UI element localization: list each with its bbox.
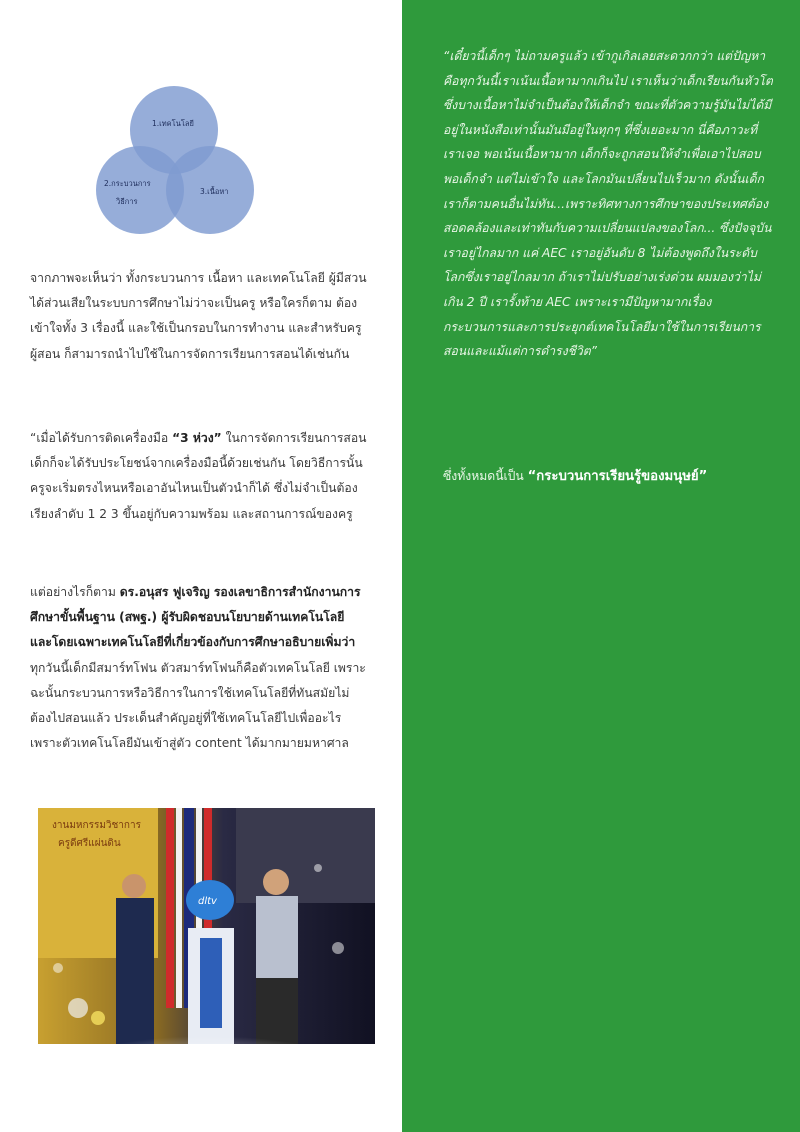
p3-text-a: แต่อย่างไรก็ตาม bbox=[30, 585, 120, 599]
event-photo bbox=[38, 808, 375, 1044]
paragraph-deputy-secretary bbox=[30, 580, 368, 756]
p3-bold: ดร.อนุสร ฟูเจริญ รองเลขาธิการสำนักงานการศึกษาขั้นพื้นฐาน (สพฐ.) ผู้รับผิดชอบนโยบายด้านเทคโนโลยี และโดยเฉพาะเทคโนโลยีที่เกี่ยวข้องกับการศึกษาอธิบายเพิ่มว่า bbox=[30, 585, 361, 650]
banner-text-2: ครูดีศรีแผ่นดิน bbox=[58, 838, 121, 849]
venn-label-technology: 1.เทคโนโลยี bbox=[152, 119, 194, 128]
event-photo-illustration bbox=[38, 808, 375, 1044]
quote-paragraph: “เดี๋ยวนี้เด็กๆ ไม่ถามครูแล้ว เข้ากูเกิลเลยสะดวกกว่า แต่ปัญหาคือทุกวันนี้เราเน้นเนื้อหามากเกินไป เราเห็นว่าเด็กเรียนกันหัวโต ซึ่งบางเนื้อหาไม่จำเป็นต้องให้เด็กจำ ขณะที่ตัวความรู้มันไม่ได้มีอยู่ในหนังสือเท่านั้นมันมีอยู่ในทุกๆ ที่ซึ่งเยอะมาก นี่คือภาวะที่เราเจอ พอเน้นเนื้อหามาก เด็กก็จะถูกสอนให้จำเพื่อเอาไปสอบ พอเด็กจำ แต่ไม่เข้าใจ และโลกมันเปลี่ยนไปเร็วมาก ดังนั้นเด็กเราก็ตามคนอื่นไม่ทัน...เพราะทิศทางการศึกษาของประเทศต้องสอดคล้องและเท่าทันกับความเปลี่ยนแปลงของโลก... ซึ่งปัจจุบันเราอยู่ไกลมาก แค่ AEC เราอยู่อันดับ 8 ไม่ต้องพูดถึงในระดับโลกซึ่งเราอยู่ไกลมาก ถ้าเราไม่ปรับอย่างเร่งด่วน ผมมองว่าไม่เกิน 2 ปี เรารั้งท้าย AEC เพราะเรามีปัญหามากเรื่องกระบวนการและการประยุกต์เทคโนโลยีมาใช้ในการเรียนการสอนและแม้แต่การดำรงชีวิต” bbox=[443, 49, 773, 359]
p2-bold: “3 ห่วง” bbox=[172, 431, 222, 445]
summary-text: ซึ่งทั้งหมดนี้เป็น bbox=[443, 469, 528, 483]
paragraph-intro: จากภาพจะเห็นว่า ทั้งกระบวนการ เนื้อหา และเทคโนโลยี ผู้มีสวนได้ส่วนเสียในระบบการศึกษาไม่ว่าจะเป็นครู หรือใครก็ตาม ต้องเข้าใจทั้ง 3 เรื่องนี้ และใช้เป็นกรอบในการทำงาน และสำหรับครูผู้สอน ก็สามารถนำไปใช้ในการจัดการเรียนการสอนได้เช่นกัน bbox=[30, 271, 367, 361]
banner-text-1: งานมหกรรมวิชาการ bbox=[52, 820, 141, 831]
p2-text-a: “เมื่อได้รับการติดเครื่องมือ bbox=[30, 431, 173, 445]
podium-logo-text: dltv bbox=[198, 896, 217, 907]
paragraph-three-rings bbox=[30, 426, 368, 527]
venn-label-process-1: 2.กระบวนการ bbox=[104, 179, 151, 188]
p2-text-b: ในการจัดการเรียนการสอนเด็กก็จะได้รับประโยชน์จากเครื่องมือนี้ด้วยเช่นกัน โดยวิธีการนั้น ครูจะเริ่มตรงไหนหรือเอาอันไหนเป็นตัวนำก็ได้ ซึ่งไม่จำเป็นต้องเรียงลำดับ 1 2 3 ขึ้นอยู่กับความพร้อม และสถานการณ์ของครู bbox=[30, 431, 367, 521]
venn-label-process-2: วิธีการ bbox=[116, 197, 138, 206]
p3-text-b: ทุกวันนี้เด็กมีสมาร์ทโฟน ตัวสมาร์ทโฟนก็คือตัวเทคโนโลยี เพราะฉะนั้นกระบวนการหรือวิธีการในการใช้เทคโนโลยีที่ทันสมัยไม่ต้องไปสอนแล้ว ประเด็นสำคัญอยู่ที่ใช้เทคโนโลยีไปเพื่ออะไร เพราะตัวเทคโนโลยีมันเข้าสู่ตัว content ได้มากมายมหาศาล bbox=[30, 660, 366, 751]
summary-bold: “กระบวนการเรียนรู้ของมนุษย์” bbox=[527, 469, 708, 484]
venn-label-content: 3.เนื้อหา bbox=[200, 187, 229, 196]
summary-line bbox=[443, 464, 773, 489]
three-circle-venn-diagram bbox=[90, 82, 262, 242]
